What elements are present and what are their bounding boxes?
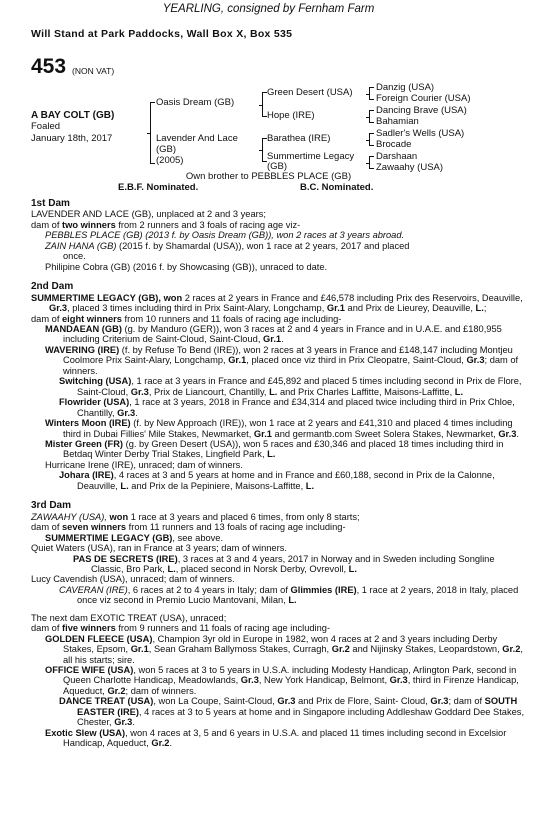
- produce-golden-fleece: GOLDEN FLEECE (USA), Champion 3yr old in Europe in 1982, won 4 races at 2 and 3 years including Derby Stakes, Epsom, Gr.1, Sean Graham Ballymoss Stakes, Curragh, Gr.2 and Nijinsky Stakes, Leopardstown, Gr.2, all his starts; sire.: [45, 633, 523, 665]
- sire-dam-sire: Dancing Brave (USA): [376, 105, 467, 116]
- second-dam-heading: 2nd Dam: [31, 281, 74, 293]
- dam-year: (2005): [156, 155, 184, 166]
- produce-winters-moon: Winters Moon (IRE) (f. by New Approach (IRE)), won 1 race at 2 years and £41,310 and placed 4 times including third in Dubai Fillies' Mile Stakes, Newmarket, Gr.1 and germantb.com Sweet Solera Stakes, Newmarket, Gr.3.: [45, 418, 520, 439]
- produce-lucy-cavendish: Lucy Cavendish (USA), unraced; dam of winners.: [31, 574, 235, 585]
- foaled-date: January 18th, 2017: [31, 133, 113, 144]
- brace-sd: [369, 110, 374, 123]
- next-dam-produce: dam of five winners from 9 runners and 11 foals of racing age including-: [31, 623, 331, 634]
- produce-hurricane-irene: Hurricane Irene (IRE), unraced; dam of winners.: [45, 459, 243, 470]
- second-dam-record: SUMMERTIME LEGACY (GB), won 2 races at 2 years in France and £46,578 including Prix des Reservoirs, Deauville, Gr.3, placed 3 times including third in Prix Saint-Alary, Longchamp, Gr.1 and Prix de Lieurey, Deauville, L.;: [31, 292, 523, 314]
- ebf-nominated: E.B.F. Nominated.: [118, 182, 199, 193]
- produce-quiet-waters: Quiet Waters (USA), ran in France at 3 years; dam of winners.: [31, 543, 287, 554]
- sire-sire-sire: Danzig (USA): [376, 82, 435, 93]
- dam-dam-sire: Darshaan: [376, 151, 418, 162]
- produce-johara: Johara (IRE), 4 races at 3 and 5 years at home and in France and £60,188, second in Prix de la Calonne, Deauville, L. and Prix de la Pepiniere, Maisons-Laffitte, L.: [59, 470, 495, 491]
- brace-ds: [369, 133, 374, 146]
- first-dam-produce: dam of two winners from 2 runners and 3 foals of racing age viz-: [31, 219, 301, 230]
- produce-philipine-cobra: Philipine Cobra (GB) (2016 f. by Showcasing (GB)), unraced to date.: [45, 261, 328, 272]
- sire-sire-dam: Foreign Courier (USA): [376, 93, 471, 104]
- third-dam-produce: dam of seven winners from 11 runners and 13 foals of racing age including-: [31, 522, 346, 533]
- sire: Oasis Dream (GB): [156, 97, 235, 108]
- dam-origin: (GB): [156, 144, 177, 155]
- catalogue-body: [31, 196, 527, 749]
- dam-sire: Barathea (IRE): [267, 133, 331, 144]
- third-dam-heading: 3rd Dam: [31, 500, 72, 512]
- lot-number: 453: [31, 55, 67, 78]
- third-dam-record: ZAWAAHY (USA), won 1 race at 3 years and placed 6 times, from only 8 starts;: [31, 511, 360, 522]
- stand-location: Will Stand at Park Paddocks, Wall Box X, Box 535: [31, 28, 293, 40]
- produce-wavering: WAVERING (IRE) (f. by Refuse To Bend (IRE)), won 2 races at 3 years in France and £148,147 including Montjeu Coolmore Prix Saint-Alary, Longchamp, Gr.1, placed once viz third in Prix Cleopatre, Saint-Cloud, Gr.3; dam of winners.: [45, 344, 519, 376]
- produce-pas-de-secrets: PAS DE SECRETS (IRE), 3 races at 3 and 4 years, 2017 in Norway and in Sweden including Songline Classic, Bro Park, L., placed second in Norsk Derby, Ovrevoll, L.: [73, 553, 495, 574]
- produce-summertime-legacy: SUMMERTIME LEGACY (GB), see above.: [45, 532, 224, 543]
- dam-sire-sire: Sadler's Wells (USA): [376, 128, 465, 139]
- produce-flowrider: Flowrider (USA), 1 race at 3 years, 2018 in France and £34,314 and placed twice including third in Prix Chloe, Chantilly, Gr.3.: [59, 397, 515, 418]
- sire-dam-dam: Bahamian: [376, 116, 419, 127]
- produce-exotic-slew: Exotic Slew (USA), won 4 races at 3, 5 and 6 years in U.S.A. and placed 11 times including second in Excelsior Handicap, Aqueduct, Gr.2.: [45, 727, 507, 749]
- dam-name: Lavender And Lace: [156, 133, 238, 144]
- produce-office-wife: OFFICE WIFE (USA), won 5 races at 3 to 5 years in U.S.A. including Modesty Handicap, Arlington Park, second in Queen Charlotte Handicap, Meadowlands, Gr.3, New York Handicap, Belmont, Gr.3, third in Firenze Handicap, Aqueduct, Gr.2; dam of winners.: [45, 665, 519, 696]
- own-brother-note: Own brother to PEBBLES PLACE (GB): [185, 171, 352, 182]
- produce-mister-green: Mister Green (FR) (g. by Green Desert (USA)), won 5 races and £30,346 and placed 18 times including third in Betdaq Winter Derby Trial Stakes, Lingfield Park, L.: [45, 438, 504, 460]
- dam-dam: Summertime Legacy: [267, 151, 355, 162]
- second-dam-produce: dam of eight winners from 10 runners and 11 foals of racing age including-: [31, 313, 342, 324]
- sire-dam: Hope (IRE): [267, 110, 315, 121]
- dam-sire-dam: Brocade: [376, 139, 412, 150]
- produce-pebbles-place: PEBBLES PLACE (GB) (2013 f. by Oasis Dream (GB)), won 2 races at 3 years abroad.: [45, 230, 405, 241]
- produce-mandaean: MANDAEAN (GB) (g. by Manduro (GER)), won 3 races at 2 and 4 years in France and in U.A.E. and £180,955 including Criterium de Saint-Cloud, Saint-Cloud, Gr.1.: [45, 323, 502, 345]
- sire-sire: Green Desert (USA): [267, 87, 353, 98]
- produce-dance-treat: DANCE TREAT (USA), won La Coupe, Saint-Cloud, Gr.3 and Prix de Flore, Saint- Cloud, Gr.3; dam of SOUTH EASTER (IRE), 4 races at 3 to 5 years at home and in Singapore including Addleshaw Goddard Dee Stakes, Chester, Gr.3.: [59, 696, 525, 728]
- foaled-label: Foaled: [31, 121, 61, 132]
- lot-description: A BAY COLT (GB): [31, 110, 115, 121]
- first-dam-heading: 1st Dam: [31, 198, 70, 209]
- vat-status: (NON VAT): [72, 66, 115, 76]
- brace-main: [150, 102, 155, 164]
- first-dam-line: LAVENDER AND LACE (GB), unplaced at 2 and 3 years;: [31, 209, 266, 220]
- produce-caveran: CAVERAN (IRE), 6 races at 2 to 4 years in Italy; dam of Glimmies (IRE), 1 race at 2 years, 2018 in Italy, placed once viz second in Premio Lucio Mantovani, Milan, L.: [59, 584, 519, 606]
- produce-zain-hana: ZAIN HANA (GB) (2015 f. by Shamardal (USA)), won 1 race at 2 years, 2017 and placed once.: [45, 240, 410, 262]
- page-header: YEARLING, consigned by Fernham Farm: [162, 3, 375, 15]
- dam-dam-origin: (GB): [267, 161, 288, 172]
- brace-ss: [369, 87, 374, 100]
- bc-nominated: B.C. Nominated.: [300, 182, 374, 193]
- produce-switching: Switching (USA), 1 race at 3 years in France and £45,892 and placed 5 times including second in Prix de Flore, Saint-Cloud, Gr.3, Prix de Liancourt, Chantilly, L. and Prix Charles Laffitte, Maisons-Laffitte, L.: [59, 376, 522, 397]
- brace-dd: [369, 156, 374, 169]
- dam-dam-dam: Zawaahy (USA): [376, 162, 444, 173]
- next-dam-record: The next dam EXOTIC TREAT (USA), unraced;: [31, 612, 227, 623]
